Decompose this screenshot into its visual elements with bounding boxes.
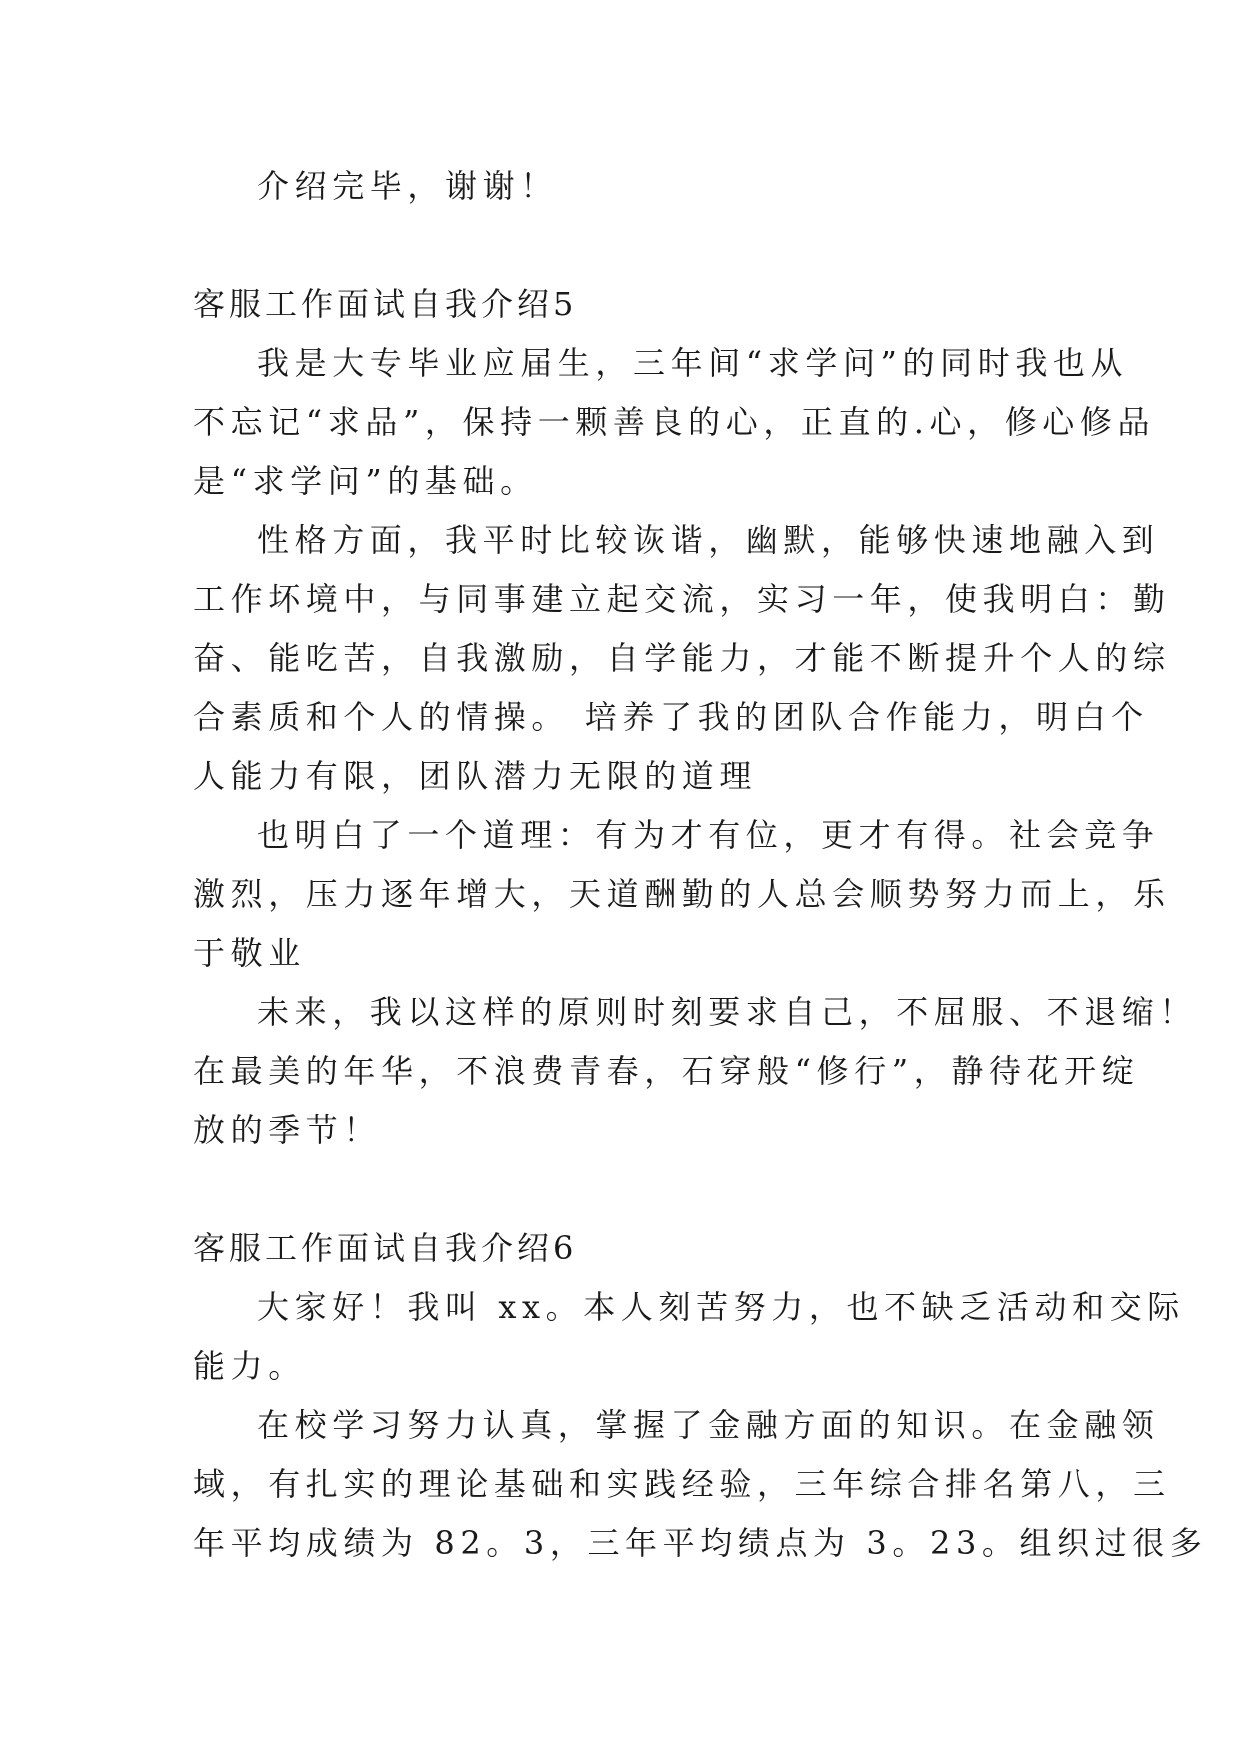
- section-5-p3-line-3: 于敬业: [193, 934, 306, 972]
- closing-line: 介绍完毕，谢谢！: [257, 167, 558, 205]
- section-5-p3-line-2: 激烈，压力逐年增大，天道酬勤的人总会顺势努力而上，乐: [193, 875, 1171, 913]
- section-5-p2-line-1: 性格方面，我平时比较诙谐，幽默，能够快速地融入到: [257, 521, 1160, 559]
- section-5-p4-line-1: 未来，我以这样的原则时刻要求自己，不屈服、不退缩！: [257, 993, 1198, 1031]
- section-5-p2-line-3: 奋、能吃苦，自我激励，自学能力，才能不断提升个人的综: [193, 639, 1171, 677]
- section-5-p1-line-1: 我是大专毕业应届生，三年间“求学问”的同时我也从: [257, 344, 1129, 382]
- section-5-p3-line-1: 也明白了一个道理：有为才有位，更才有得。社会竞争: [257, 816, 1160, 854]
- section-5-p1-line-3: 是“求学问”的基础。: [193, 462, 538, 500]
- section-6-p1-line-2: 能力。: [193, 1347, 306, 1385]
- section-5-p4-line-3: 放的季节！: [193, 1111, 382, 1149]
- section-6-p2-line-1: 在校学习努力认真，掌握了金融方面的知识。在金融领: [257, 1406, 1160, 1444]
- section-5-p1-line-2: 不忘记“求品”，保持一颗善良的心，正直的.心，修心修品: [193, 403, 1156, 441]
- section-5-p4-line-2: 在最美的年华，不浪费青春，石穿般“修行”，静待花开绽: [193, 1052, 1140, 1090]
- section-5-heading: 客服工作面试自我介绍5: [193, 285, 578, 323]
- section-6-heading: 客服工作面试自我介绍6: [193, 1229, 578, 1267]
- section-6-p2-line-3: 年平均成绩为 82。3，三年平均绩点为 3。23。组织过很多: [193, 1524, 1208, 1562]
- section-5-p2-line-4: 合素质和个人的情操。 培养了我的团队合作能力，明白个: [193, 698, 1149, 736]
- section-6-p1-line-1: 大家好！我叫 xx。本人刻苦努力，也不缺乏活动和交际: [257, 1288, 1185, 1326]
- section-5-p2-line-2: 工作坏境中，与同事建立起交流，实习一年，使我明白：勤: [193, 580, 1171, 618]
- section-5-p2-line-5: 人能力有限，团队潜力无限的道理: [193, 757, 758, 795]
- section-6-p2-line-2: 域，有扎实的理论基础和实践经验，三年综合排名第八，三: [193, 1465, 1171, 1503]
